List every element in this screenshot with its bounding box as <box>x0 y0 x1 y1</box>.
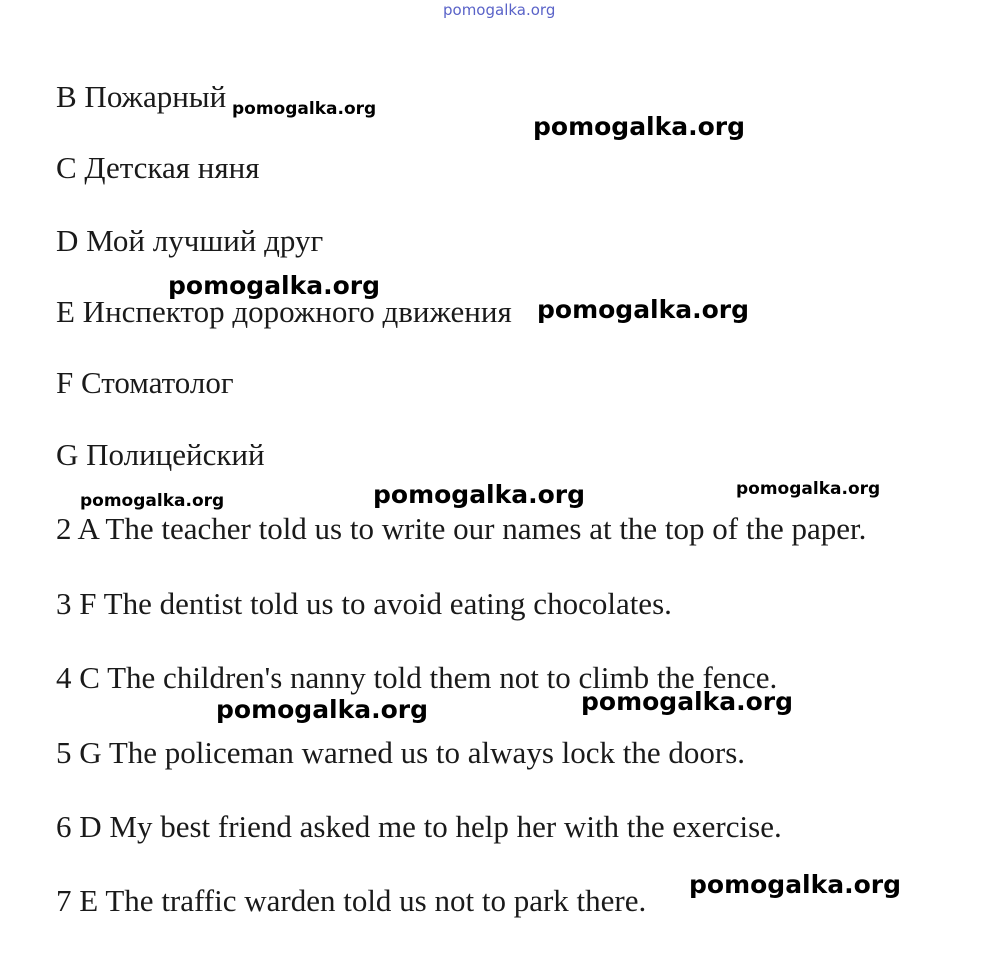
sentence-3: 3 F The dentist told us to avoid eating chocolates. <box>56 586 672 621</box>
watermark: pomogalka.org <box>537 295 750 324</box>
answer-line-d: D Мой лучший друг <box>56 223 324 258</box>
answer-line-e: E Инспектор дорожного движения <box>56 294 512 329</box>
answer-line-g: G Полицейский <box>56 437 265 472</box>
watermark: pomogalka.org <box>80 491 225 511</box>
answer-line-f: F Стоматолог <box>56 365 234 400</box>
sentence-7: 7 E The traffic warden told us not to park there. <box>56 883 647 918</box>
watermark: pomogalka.org <box>232 99 377 119</box>
sentence-4: 4 C The children's nanny told them not to climb the fence. <box>56 660 778 695</box>
sentence-6: 6 D My best friend asked me to help her with the exercise. <box>56 809 782 844</box>
answer-line-b: B Пожарный <box>56 79 227 114</box>
watermark: pomogalka.org <box>373 480 586 509</box>
sentence-5: 5 G The policeman warned us to always lock the doors. <box>56 735 746 770</box>
watermark: pomogalka.org <box>216 695 429 724</box>
watermark: pomogalka.org <box>581 687 794 716</box>
watermark: pomogalka.org <box>168 271 381 300</box>
sentence-2: 2 A The teacher told us to write our names at the top of the paper. <box>56 511 867 546</box>
watermark: pomogalka.org <box>736 479 881 499</box>
watermark: pomogalka.org <box>533 112 746 141</box>
site-watermark-top: pomogalka.org <box>443 1 556 19</box>
answer-line-c: C Детская няня <box>56 150 260 185</box>
watermark: pomogalka.org <box>689 870 902 899</box>
